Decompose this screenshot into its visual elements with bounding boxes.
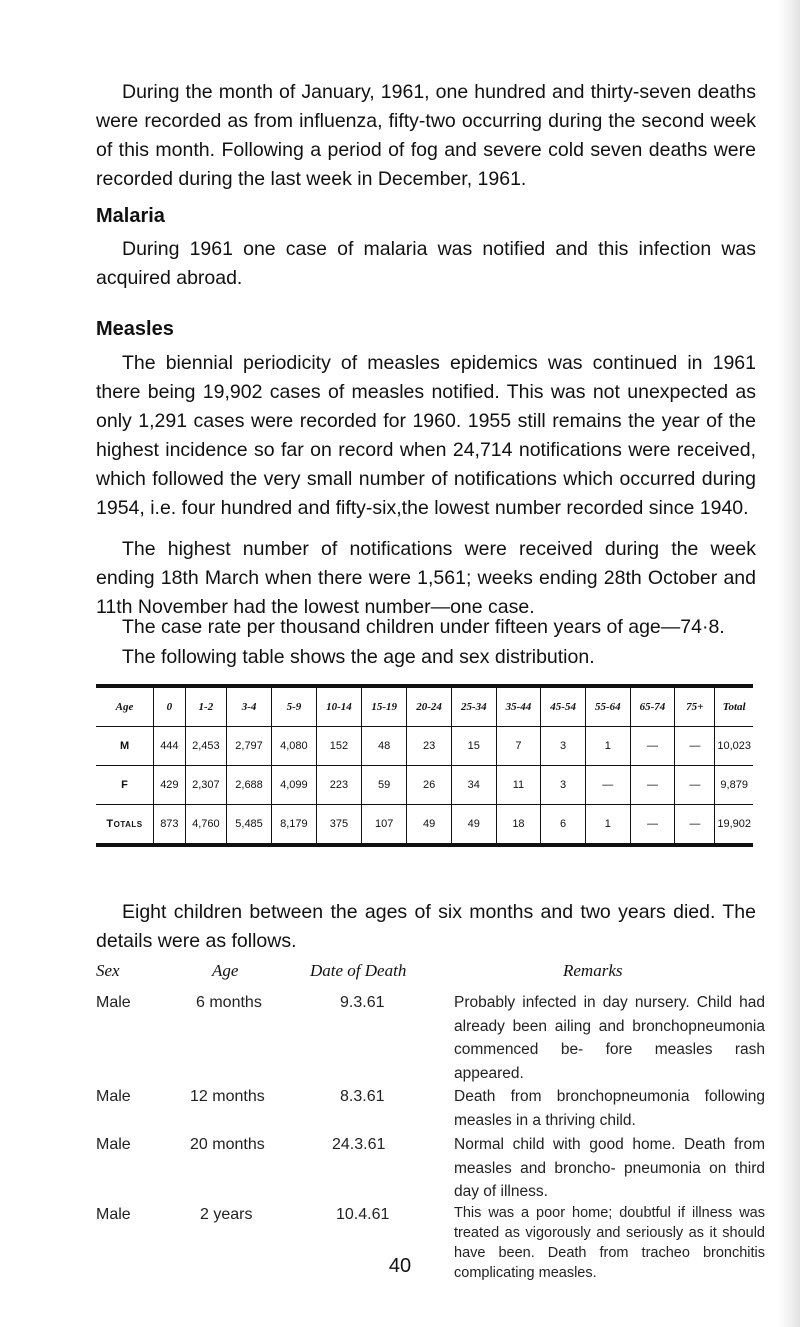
table-header-cell: Total — [715, 686, 753, 727]
case-date: 10.4.61 — [336, 1206, 390, 1223]
cases-header-age: Age — [212, 961, 239, 980]
table-cell: 444 — [154, 727, 186, 766]
table-cell: 8,179 — [271, 805, 316, 846]
table-header-cell: 0 — [154, 686, 186, 727]
table-row-totals — [96, 805, 753, 846]
row-label: M — [96, 727, 154, 766]
malaria-paragraph: During 1961 one case of malaria was notified and this infection was acquired abroad. — [96, 238, 756, 289]
table-cell: 48 — [362, 727, 407, 766]
table-cell: 10,023 — [715, 727, 753, 766]
table-cell: 7 — [496, 727, 541, 766]
table-header-cell: 75+ — [675, 686, 715, 727]
table-cell: 34 — [451, 766, 496, 805]
table-cell: — — [630, 805, 675, 846]
measles-paragraph-3: The case rate per thousand children under fifteen years of age—74·8. — [122, 616, 725, 638]
table-cell: 9,879 — [715, 766, 753, 805]
table-cell: — — [630, 766, 675, 805]
case-age: 12 months — [190, 1088, 265, 1105]
cases-header-sex: Sex — [96, 961, 120, 980]
table-header-cell: 5-9 — [271, 686, 316, 727]
table-header-cell: 45-54 — [541, 686, 586, 727]
table-header-cell: 65-74 — [630, 686, 675, 727]
table-header-cell: 1-2 — [185, 686, 226, 727]
table-header-cell: 55-64 — [585, 686, 630, 727]
cases-header-date: Date of Death — [310, 961, 407, 980]
table-header-cell: 25-34 — [451, 686, 496, 727]
case-remarks: Death from bronchopneumonia following measles in a thriving child. — [454, 1088, 765, 1129]
table-cell: 18 — [496, 805, 541, 846]
table-row — [96, 727, 753, 766]
case-date: 9.3.61 — [340, 994, 385, 1011]
case-date: 8.3.61 — [340, 1088, 385, 1105]
table-cell: 3 — [541, 727, 586, 766]
table-cell: 49 — [407, 805, 452, 846]
table-cell: — — [675, 766, 715, 805]
table-cell: 1 — [585, 805, 630, 846]
table-cell: 429 — [154, 766, 186, 805]
table-header-row — [96, 686, 753, 727]
table-cell: 873 — [154, 805, 186, 846]
table-cell: 2,453 — [185, 727, 226, 766]
table-cell: — — [675, 727, 715, 766]
table-header-cell: 20-24 — [407, 686, 452, 727]
case-remarks: Normal child with good home. Death from measles and broncho- pneumonia on third day of illness. — [454, 1136, 765, 1200]
table-cell: 23 — [407, 727, 452, 766]
case-age: 20 months — [190, 1136, 265, 1153]
table-cell: 2,688 — [227, 766, 272, 805]
table-cell: 19,902 — [715, 805, 753, 846]
table-cell: 49 — [451, 805, 496, 846]
table-cell: 2,797 — [227, 727, 272, 766]
influenza-paragraph: During the month of January, 1961, one hundred and thirty-seven deaths were recorded as from influenza, fifty-two occurring during the second week of this month. Following a period of fog and severe cold seven deaths were recorded during the last week in December, 1961. — [96, 81, 756, 190]
table-cell: 11 — [496, 766, 541, 805]
case-sex: Male — [96, 994, 131, 1011]
table-header-cell: 10-14 — [316, 686, 361, 727]
page-edge-shadow — [778, 0, 800, 1327]
measles-paragraph-2: The highest number of notifications were received during the week ending 18th March when there were 1,561; weeks ending 28th October and 11th November had the lowest number—one case. — [96, 538, 756, 618]
case-sex: Male — [96, 1206, 131, 1223]
table-cell: 1 — [585, 727, 630, 766]
table-cell: — — [675, 805, 715, 846]
table-header-cell: 35-44 — [496, 686, 541, 727]
table-header-cell: 15-19 — [362, 686, 407, 727]
cases-header-remarks: Remarks — [563, 961, 623, 980]
table-header-cell: Age — [96, 686, 154, 727]
table-cell: 26 — [407, 766, 452, 805]
measles-paragraph-1: The biennial periodicity of measles epidemics was continued in 1961 there being 19,902 cases of measles notified. This was not unexpected as only 1,291 cases were recorded for 1960. 1955 still remains the year of the highest incidence so far on record when 24,714 notifications were received, which followed the very small number of notifications which occurred during 1954, i.e. four hundred and fifty-six,the lowest number recorded since 1940. — [96, 352, 756, 519]
table-cell: 5,485 — [227, 805, 272, 846]
page-number: 40 — [388, 1255, 412, 1277]
table-cell: 4,099 — [271, 766, 316, 805]
table-cell: 2,307 — [185, 766, 226, 805]
case-sex: Male — [96, 1088, 131, 1105]
table-cell: 152 — [316, 727, 361, 766]
age-sex-distribution-table — [96, 684, 753, 847]
measles-paragraph-4: The following table shows the age and sex distribution. — [122, 646, 595, 668]
case-sex: Male — [96, 1136, 131, 1153]
table-cell: 3 — [541, 766, 586, 805]
table-cell: 223 — [316, 766, 361, 805]
malaria-heading: Malaria — [96, 205, 165, 227]
table-header-cell: 3-4 — [227, 686, 272, 727]
table-cell: 4,080 — [271, 727, 316, 766]
table-cell: — — [585, 766, 630, 805]
row-label: Totals — [96, 805, 154, 846]
table-cell: 6 — [541, 805, 586, 846]
case-remarks: This was a poor home; doubtful if illness was treated as vigorously and seriously as it should have been. Death from tracheo bronchitis complicating measles. — [454, 1205, 765, 1281]
table-row — [96, 766, 753, 805]
table-cell: 375 — [316, 805, 361, 846]
case-remarks: Probably infected in day nursery. Child had already been ailing and bronchopneumonia commenced be- fore measles rash appeared. — [454, 994, 765, 1082]
table-cell: — — [630, 727, 675, 766]
case-age: 6 months — [196, 994, 262, 1011]
table-cell: 107 — [362, 805, 407, 846]
table-cell: 4,760 — [185, 805, 226, 846]
measles-heading: Measles — [96, 318, 174, 340]
table-cell: 15 — [451, 727, 496, 766]
row-label: F — [96, 766, 154, 805]
case-age: 2 years — [200, 1206, 253, 1223]
table-cell: 59 — [362, 766, 407, 805]
case-date: 24.3.61 — [332, 1136, 386, 1153]
deaths-paragraph: Eight children between the ages of six months and two years died. The details were as follows. — [96, 901, 756, 952]
